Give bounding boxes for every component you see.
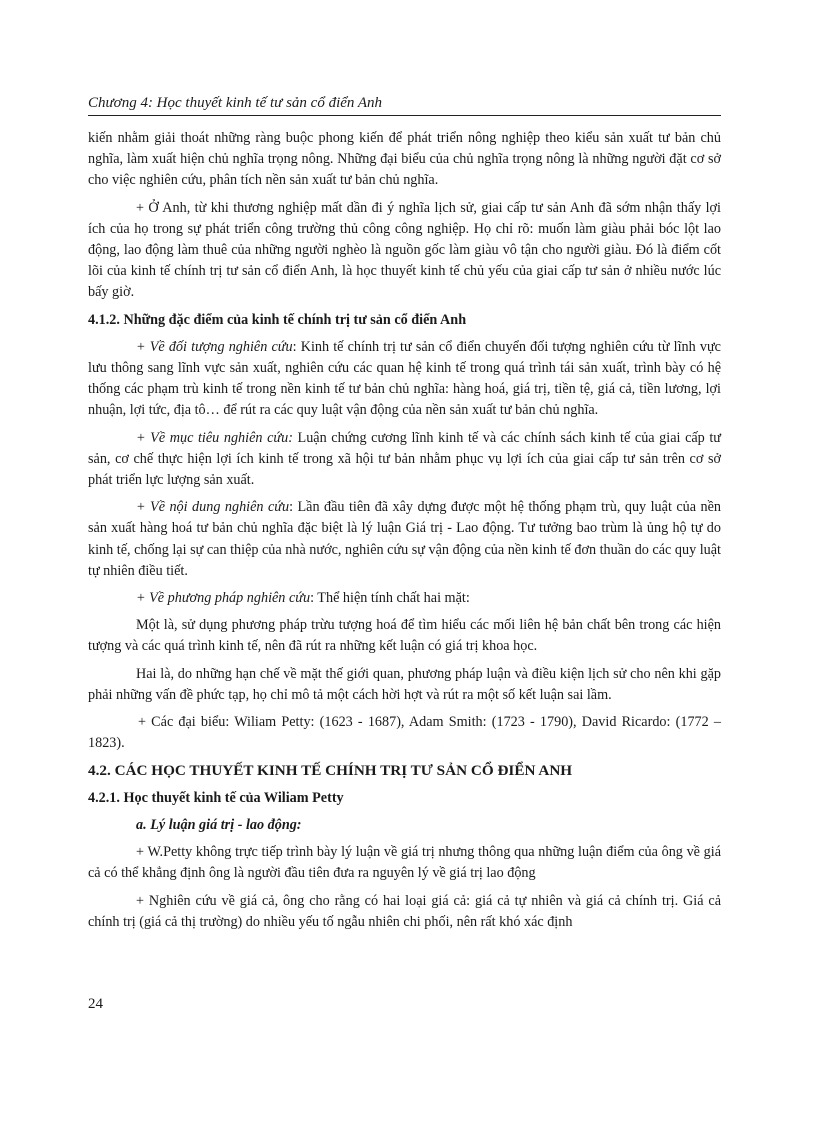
- paragraph: [88, 497, 721, 582]
- section-heading-4-2: 4.2. CÁC HỌC THUYẾT KINH TẾ CHÍNH TRỊ TƯ SẢN CỔ ĐIỂN ANH: [88, 762, 573, 780]
- page-number: 24: [88, 996, 103, 1012]
- running-header: Chương 4: Học thuyết kinh tế tư sản cổ điển Anh: [88, 93, 721, 116]
- paragraph-lead: + Về đối tượng nghiên cứu: [136, 338, 293, 355]
- paragraph: Hai là, do những hạn chế về mặt thế giới quan, phương pháp luận và điều kiện lịch sử cho nên khi gặp phải những vấn đề phức tạp, họ chỉ mô tả một cách hời hợt và rút ra một số kết luận sai lầm.: [88, 665, 721, 703]
- paragraph-lead: + Về mục tiêu nghiên cứu:: [136, 429, 293, 446]
- section-heading-4-2-1: 4.2.1. Học thuyết kinh tế của Wiliam Petty: [88, 789, 344, 806]
- paragraph: + Ở Anh, từ khi thương nghiệp mất dần đi ý nghĩa lịch sử, giai cấp tư sản Anh đã sớm nhận thấy lợi ích của họ trong sự phát triển công trường thủ công công nghiệp. Họ chỉ rõ: muốn làm giàu phải bóc lột lao động, lao động làm thuê của những người nghèo là nguồn gốc làm giàu vô tận cho người giàu. Đó là điểm cốt lõi của kinh tế chính trị tư sản cổ điển Anh, là học thuyết kinh tế chủ yếu của giai cấp tư sản ở nhiều nước lúc bấy giờ.: [88, 199, 721, 301]
- paragraph-lead: + Về nội dung nghiên cứu: [136, 499, 290, 516]
- paragraph-text: Luận chứng cương lĩnh kinh tế và các chính sách kinh tế của giai cấp tư sản, cơ chế thực hiện lợi ích kinh tế trong xã hội tư bản nhằm phục vụ lợi ích của giai cấp tư sản trên cơ sở phát triển lực lượng sản xuất.: [88, 429, 721, 489]
- paragraph: kiến nhằm giải thoát những ràng buộc phong kiến để phát triển nông nghiệp theo kiểu sản xuất tư bản chủ nghĩa, làm xuất hiện chủ nghĩa trọng nông. Những đại biểu của chủ nghĩa trọng nông là những người đặt cơ sở cho việc nghiên cứu, phân tích nền sản xuất tư bản chủ nghĩa.: [88, 130, 721, 189]
- paragraph: + Các đại biểu: Wiliam Petty: (1623 - 1687), Adam Smith: (1723 - 1790), David Ricardo: (1772 – 1823).: [88, 714, 721, 752]
- paragraph: Một là, sử dụng phương pháp trừu tượng hoá để tìm hiểu các mối liên hệ bản chất bên trong các hiện tượng và các quá trình kinh tế, nên đã rút ra những kết luận có giá trị khoa học.: [88, 617, 721, 655]
- subsection-heading-a: a. Lý luận giá trị - lao động:: [136, 816, 302, 833]
- paragraph-text: : Kinh tế chính trị tư sản cổ điển chuyển đối tượng nghiên cứu từ lĩnh vực lưu thông sang lĩnh vực sản xuất, nghiên cứu các quan hệ kinh tế trong quá trình tái sản xuất, trình bày có hệ thống các phạm trù kinh tế trong nền kinh tế tư bản chủ nghĩa: hàng hoá, giá trị, tiền tệ, giá cả, tiền lương, lợi nhuận, lợi tức, địa tô… để rút ra các quy luật vận động của nền sản xuất tư bản chủ nghĩa.: [88, 338, 721, 419]
- paragraph: + Nghiên cứu về giá cả, ông cho rằng có hai loại giá cả: giá cả tự nhiên và giá cả chính trị. Giá cả chính trị (giá cả thị trường) do nhiều yếu tố ngẫu nhiên chi phối, nên rất khó xác định: [88, 892, 721, 930]
- paragraph: [88, 337, 721, 422]
- paragraph: + W.Petty không trực tiếp trình bày lý luận về giá trị nhưng thông qua những luận điểm của ông về giá cả có thể khẳng định ông là người đầu tiên đưa ra nguyên lý về giá trị lao động: [88, 844, 721, 882]
- page-body: [88, 128, 721, 939]
- paragraph-text: : Thể hiện tính chất hai mặt:: [310, 590, 470, 607]
- paragraph: [88, 588, 721, 609]
- section-heading-4-1-2: 4.1.2. Những đặc điểm của kinh tế chính trị tư sản cổ điển Anh: [88, 311, 467, 328]
- paragraph: [88, 428, 721, 492]
- paragraph-lead: + Về phương pháp nghiên cứu: [136, 590, 311, 607]
- paragraph-text: : Lần đầu tiên đã xây dựng được một hệ thống phạm trù, quy luật của nền sản xuất hàng hoá tư bản chủ nghĩa đặc biệt là lý luận Giá trị - Lao động. Tư tưởng bao trùm là ủng hộ tự do kinh tế, chống lại sự can thiệp của nhà nước, nghiên cứu sự vận động của nền kinh tế đơn thuần do các quy luật tự nhiên điều tiết.: [88, 499, 721, 579]
